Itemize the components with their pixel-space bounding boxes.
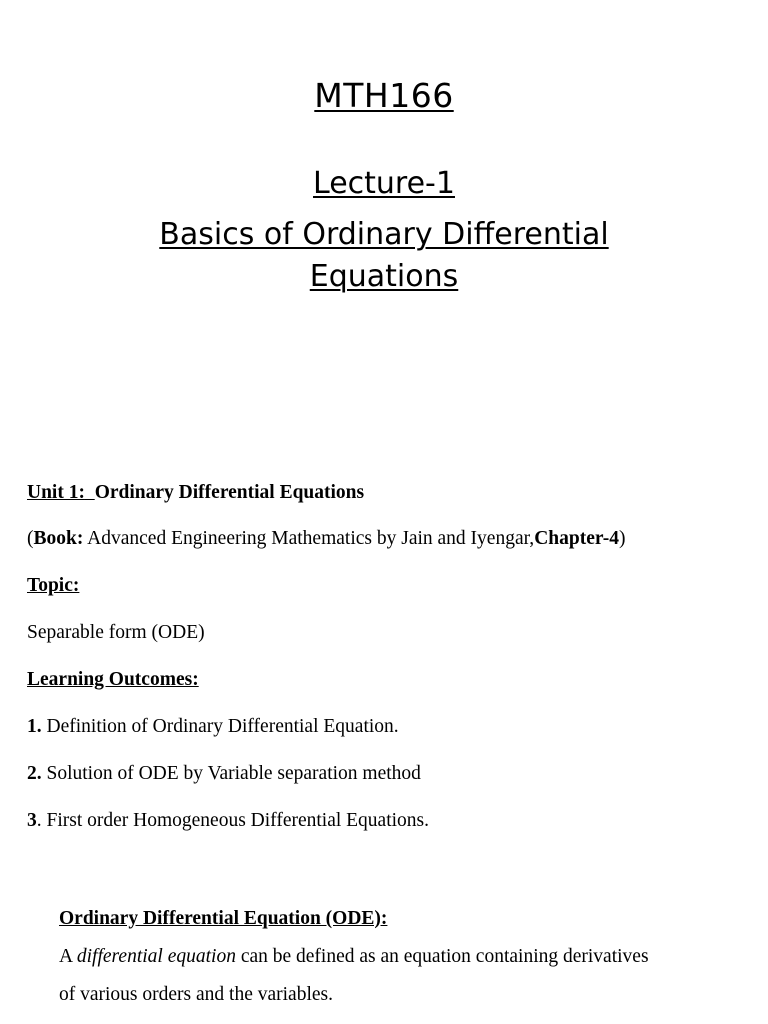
topic-label: Topic: xyxy=(27,575,80,596)
unit-name: Ordinary Differential Equations xyxy=(94,482,365,503)
unit-gap xyxy=(85,482,95,503)
ode-heading: Ordinary Differential Equation (ODE): xyxy=(59,908,388,929)
outcome-number: 2. xyxy=(27,763,42,784)
outcome-number: 1. xyxy=(27,716,42,737)
book-line xyxy=(27,528,626,550)
topic-value: Separable form (ODE) xyxy=(27,622,205,643)
lecture-title-line1: Basics of Ordinary Differential xyxy=(159,217,609,252)
book-label: Book: xyxy=(33,528,84,549)
outcome-item-1 xyxy=(27,716,399,738)
outcome-text: Solution of ODE by Variable separation method xyxy=(41,763,421,784)
outcome-item-2 xyxy=(27,763,421,785)
course-code: MTH166 xyxy=(314,76,454,115)
lecture-title xyxy=(0,214,768,298)
lecture-title-line2: Equations xyxy=(309,259,459,294)
lecture-number: Lecture-1 xyxy=(313,166,455,201)
outcome-text: . First order Homogeneous Differential Equations. xyxy=(36,810,430,831)
learning-outcomes-label: Learning Outcomes: xyxy=(27,669,199,690)
outcome-item-3 xyxy=(27,810,429,832)
outcome-text: Definition of Ordinary Differential Equation. xyxy=(41,716,399,737)
outcome-number: 3 xyxy=(27,810,37,831)
unit-label: Unit 1: xyxy=(27,482,85,503)
ode-def-prefix: A xyxy=(59,946,77,967)
book-chapter: Chapter-4 xyxy=(534,528,620,549)
ode-def-term: differential equation xyxy=(76,946,236,967)
ode-def-rest: can be defined as an equation containing derivatives xyxy=(235,946,649,967)
book-close-paren: ) xyxy=(619,528,626,549)
ode-definition-line2: of various orders and the variables. xyxy=(59,984,333,1005)
book-open-paren: ( xyxy=(27,528,34,549)
book-title: Advanced Engineering Mathematics by Jain and Iyengar, xyxy=(83,528,535,549)
unit-line xyxy=(27,482,364,504)
ode-definition-line1 xyxy=(59,946,649,968)
